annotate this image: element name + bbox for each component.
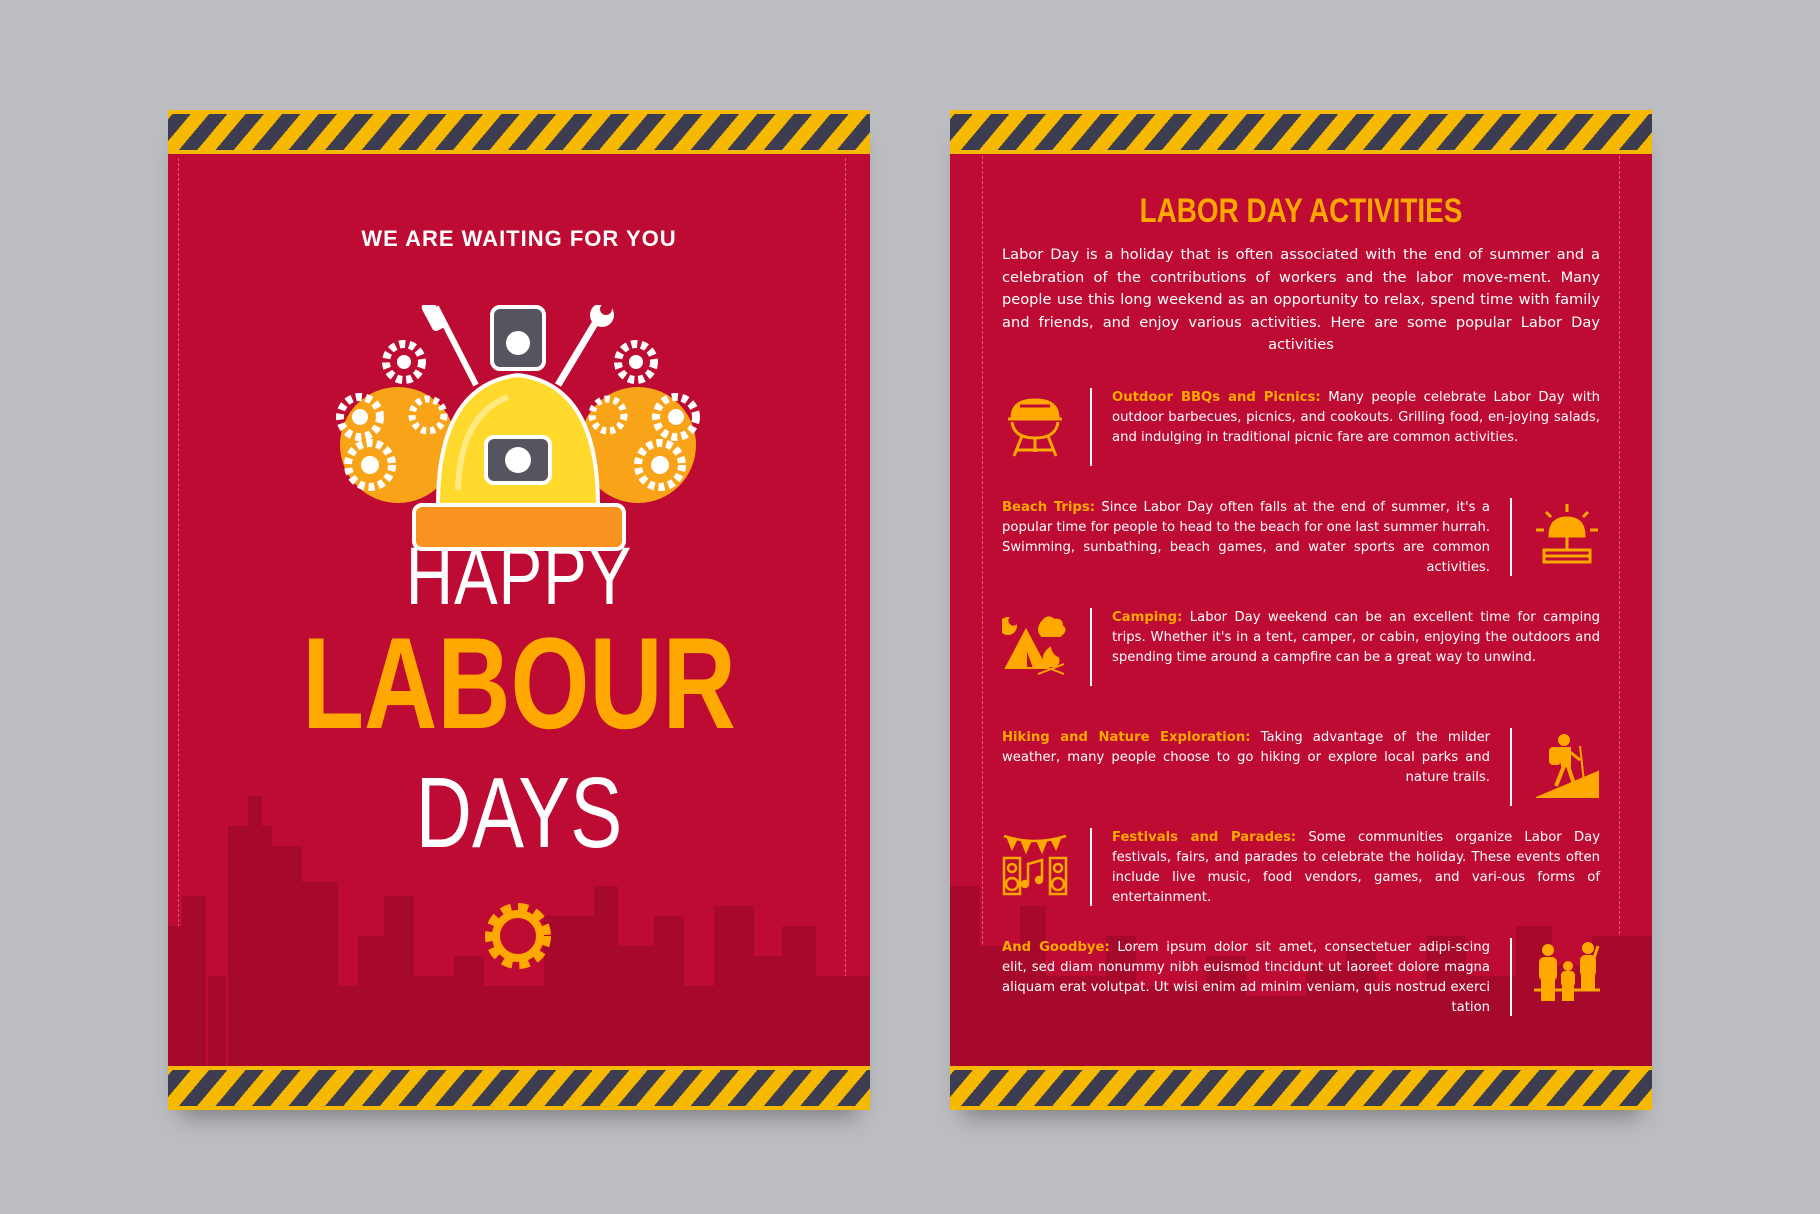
divider	[1090, 828, 1092, 906]
activity-bbq	[1002, 388, 1600, 484]
divider	[1510, 938, 1512, 1016]
hazard-stripe-top	[950, 110, 1652, 154]
activity-text	[1112, 608, 1600, 668]
wrench-icon	[558, 305, 614, 385]
hiker-icon	[1534, 732, 1600, 798]
hazard-stripe-bottom	[168, 1066, 870, 1110]
activity-text	[1002, 498, 1490, 578]
activity-text	[1112, 828, 1600, 908]
activity-text	[1002, 728, 1490, 788]
divider	[1510, 728, 1512, 806]
activity-camping	[1002, 608, 1600, 704]
hazard-stripe-bottom	[950, 1066, 1652, 1110]
activity-title: Festivals and Parades:	[1112, 830, 1297, 845]
front-title-labour: LABOUR	[302, 610, 736, 756]
activity-beach	[1002, 498, 1600, 594]
campfire-tent-icon	[1002, 612, 1068, 678]
divider	[1090, 388, 1092, 466]
front-eyebrow: WE ARE WAITING FOR YOU	[361, 226, 677, 251]
family-icon	[1534, 942, 1600, 1008]
hazard-stripe-top	[168, 110, 870, 154]
back-flyer	[950, 110, 1652, 1110]
screwdriver-icon	[420, 305, 476, 385]
front-flyer	[168, 110, 870, 1110]
activity-body: Lorem ipsum dolor sit amet, consectetuer adipi-scing elit, sed diam nonummy nibh euismod tincidunt ut laoreet dolore magna aliquam erat volutpat. Ut wisi enim ad minim veniam, quis nostrud exerci tation	[1002, 940, 1490, 1015]
activity-body: Since Labor Day often falls at the end of summer, it's a popular time for people to head to the beach for one last summer hurrah. Swimming, sunbathing, beach games, and water sports are common activities.	[1002, 500, 1490, 575]
activity-title: Outdoor BBQs and Picnics:	[1112, 390, 1321, 405]
activity-goodbye	[1002, 938, 1600, 1034]
activity-title: Camping:	[1112, 610, 1183, 625]
back-title: LABOR DAY ACTIVITIES	[1139, 192, 1463, 230]
front-title-happy: HAPPY	[405, 531, 633, 622]
activity-body: Labor Day weekend can be an excellent time for camping trips. Whether it's in a tent, camper, or cabin, enjoying the outdoors and spending time around a campfire can be a great way to unwind.	[1112, 610, 1600, 665]
divider	[1510, 498, 1512, 576]
activity-hiking	[1002, 728, 1600, 824]
activity-festivals	[1002, 828, 1600, 924]
activity-text	[1112, 388, 1600, 448]
front-title-days: DAYS	[415, 757, 623, 869]
gear-icon	[480, 898, 556, 974]
activity-title: And Goodbye:	[1002, 940, 1110, 955]
back-intro: Labor Day is a holiday that is often associated with the end of summer and a celebration of the contributions of workers and the labor move-ment. Many people use this long weekend as an opportunity to relax, spend time with family and friends, and enjoy various activities. Here are some popular Labor Day activities	[1002, 246, 1600, 353]
beach-umbrella-icon	[1534, 502, 1600, 568]
grill-icon	[1002, 392, 1068, 458]
activity-body: Taking advantage of the milder weather, many people choose to go hiking or explore local parks and nature trails.	[1002, 730, 1490, 785]
divider	[1090, 608, 1092, 686]
activity-body: Many people celebrate Labor Day with outdoor barbecues, picnics, and cookouts. Grilling food, en-joying salads, and indulging in traditional picnic fare are common activities.	[1112, 390, 1600, 445]
activity-text	[1002, 938, 1490, 1018]
activity-title: Beach Trips:	[1002, 500, 1095, 515]
activity-title: Hiking and Nature Exploration:	[1002, 730, 1251, 745]
festival-speakers-icon	[1002, 832, 1068, 898]
activity-body: Some communities organize Labor Day festivals, fairs, and parades to celebrate the holiday. These events often include live music, food vendors, games, and vari-ous forms of entertainment.	[1112, 830, 1600, 905]
